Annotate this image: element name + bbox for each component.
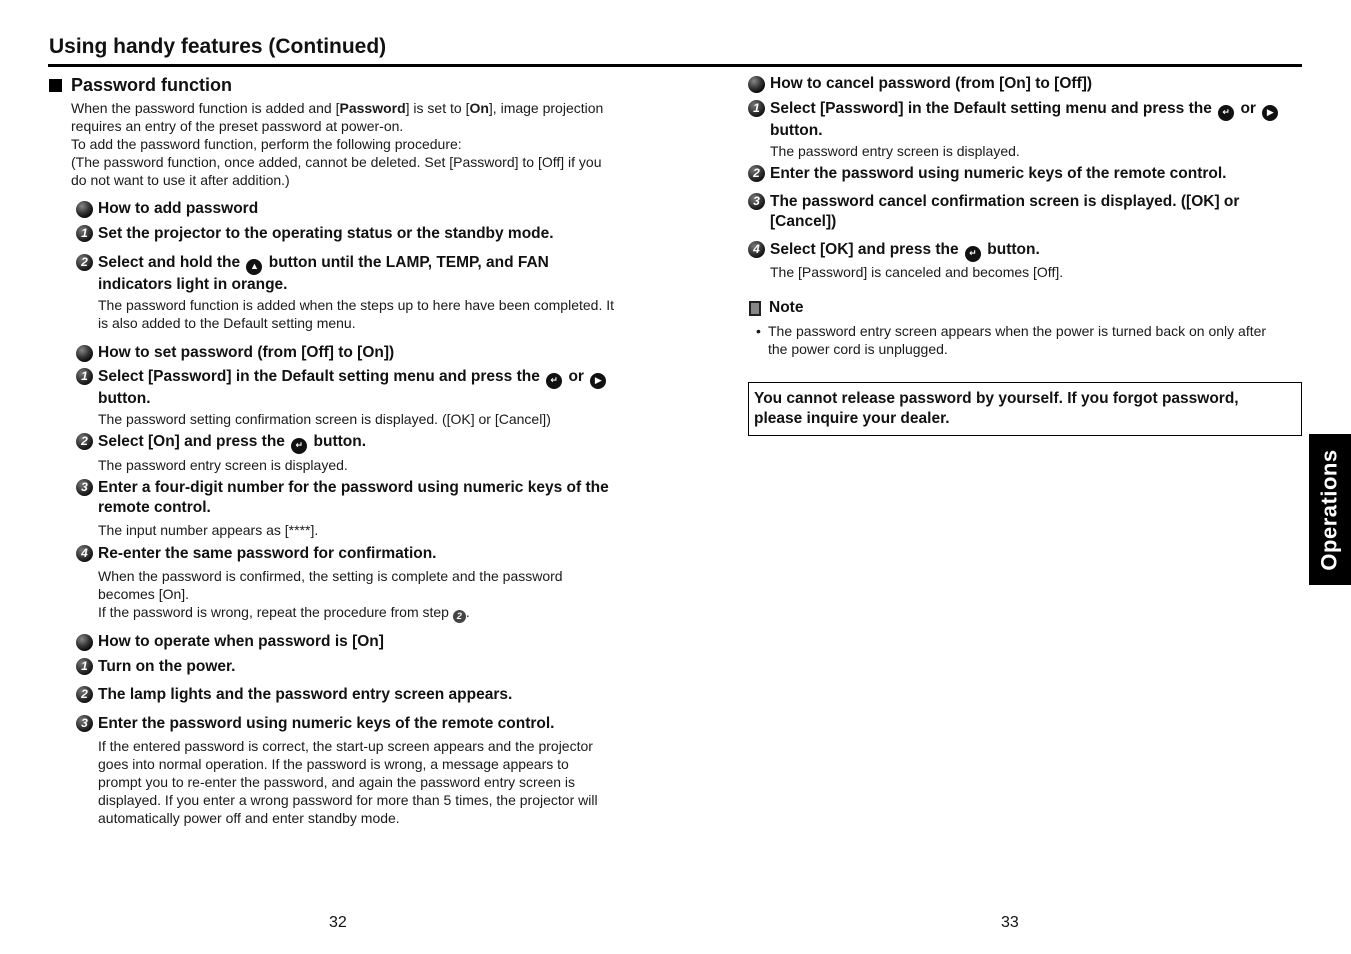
- add-subheading: How to add password: [76, 200, 258, 218]
- intro-line-1: When the password function is added and [Password] is set to [On], image projection: [71, 100, 604, 116]
- add-step-1: 1 Set the projector to the operating status or the standby mode.: [76, 224, 554, 244]
- step-number-icon: 3: [76, 715, 93, 732]
- step-number-icon: 3: [76, 479, 93, 496]
- step-number-icon: 2: [76, 254, 93, 271]
- cancel-step-1-desc: The password entry screen is displayed.: [770, 143, 1020, 159]
- step-number-icon: 4: [748, 241, 765, 258]
- round-bullet-icon: [76, 634, 93, 651]
- note-body: • The password entry screen appears when the power is turned back on only after the power cord is unplugged.: [756, 323, 1267, 357]
- operate-step-2: 2 The lamp lights and the password entry screen appears.: [76, 685, 512, 705]
- operate-step-3: 3 Enter the password using numeric keys of the remote control.: [76, 714, 555, 734]
- cancel-step-4: 4 Select [OK] and press the ↵ button.: [748, 240, 1040, 262]
- set-step-2-desc: The password entry screen is displayed.: [98, 457, 348, 473]
- intro-line-4: (The password function, once added, cannot be deleted. Set [Password] to [Off] if you: [71, 154, 602, 170]
- cancel-subheading: How to cancel password (from [On] to [Off]): [748, 75, 1092, 93]
- intro-line-2: requires an entry of the preset password at power-on.: [71, 118, 404, 134]
- step-number-icon: 3: [748, 193, 765, 210]
- intro-line-3: To add the password function, perform the following procedure:: [71, 136, 462, 152]
- enter-button-icon: ↵: [1218, 105, 1234, 121]
- note-icon: [749, 301, 761, 316]
- cancel-step-3: 3 The password cancel confirmation screen is displayed. ([OK] or [Cancel]): [748, 192, 1308, 231]
- step-number-icon: 1: [76, 225, 93, 242]
- enter-button-icon: ↵: [291, 438, 307, 454]
- operate-step-1: 1 Turn on the power.: [76, 657, 236, 677]
- note-heading: Note: [749, 299, 803, 317]
- header-rule: [48, 64, 1302, 67]
- right-arrow-button-icon: ▶: [590, 373, 606, 389]
- enter-button-icon: ↵: [965, 246, 981, 262]
- square-bullet-icon: [49, 79, 62, 92]
- step-number-icon: 1: [76, 658, 93, 675]
- set-step-2: 2 Select [On] and press the ↵ button.: [76, 432, 366, 454]
- section-title-text: Password function: [71, 75, 233, 95]
- cancel-step-1: 1 Select [Password] in the Default setting menu and press the ↵ or ▶ button.: [748, 99, 1308, 140]
- set-step-4-desc: When the password is confirmed, the setting is complete and the password becomes [On]. If the password is wrong, repeat the procedure from step 2 .: [98, 568, 563, 621]
- enter-button-icon: ↵: [546, 373, 562, 389]
- add-step-2-desc: The password function is added when the steps up to here have been completed. It is also added to the Default setting menu.: [98, 297, 614, 331]
- set-subheading: How to set password (from [Off] to [On]): [76, 344, 394, 362]
- set-step-3-desc: The input number appears as [****].: [98, 522, 319, 538]
- side-tab-operations: Operations: [1309, 434, 1351, 585]
- round-bullet-icon: [76, 201, 93, 218]
- section-intro: [71, 99, 641, 189]
- step-number-icon: 2: [76, 686, 93, 703]
- set-step-3: 3 Enter a four-digit number for the password using numeric keys of the remote control.: [76, 478, 636, 517]
- step-2-ref-icon: 2: [453, 610, 466, 623]
- add-step-2: 2 Select and hold the ▲ button until the LAMP, TEMP, and FAN indicators light in orange.: [76, 253, 636, 294]
- note-bullet: •: [756, 323, 761, 339]
- step-number-icon: 2: [748, 165, 765, 182]
- set-step-1: 1 Select [Password] in the Default setting menu and press the ↵ or ▶ button.: [76, 367, 636, 408]
- set-step-1-desc: The password setting confirmation screen is displayed. ([OK] or [Cancel]): [98, 411, 551, 427]
- operate-step-3-desc: If the entered password is correct, the start-up screen appears and the projector goes into normal operation. If the password is wrong, a message appears to prompt you to re-enter the password, and again the password entry screen is displayed. If you enter a wrong password for more than 5 times, the projector will automatically power off and enter standby mode.: [98, 738, 598, 826]
- step-number-icon: 2: [76, 433, 93, 450]
- set-step-4: 4 Re-enter the same password for confirmation.: [76, 544, 437, 564]
- round-bullet-icon: [76, 345, 93, 362]
- page-number-right: 33: [1001, 914, 1019, 931]
- step-number-icon: 1: [76, 368, 93, 385]
- up-arrow-button-icon: ▲: [246, 259, 262, 275]
- intro-line-5: do not want to use it after addition.): [71, 172, 290, 188]
- right-arrow-button-icon: ▶: [1262, 105, 1278, 121]
- section-title: [49, 75, 232, 96]
- cancel-step-2: 2 Enter the password using numeric keys of the remote control.: [748, 164, 1227, 184]
- operate-subheading: How to operate when password is [On]: [76, 633, 384, 651]
- warning-box: You cannot release password by yourself. If you forgot password, please inquire your dealer.: [748, 382, 1302, 436]
- page-number-left: 32: [329, 914, 347, 931]
- page-header-title: Using handy features (Continued): [49, 35, 387, 58]
- round-bullet-icon: [748, 76, 765, 93]
- cancel-step-4-desc: The [Password] is canceled and becomes [Off].: [770, 264, 1064, 280]
- step-number-icon: 4: [76, 545, 93, 562]
- step-number-icon: 1: [748, 100, 765, 117]
